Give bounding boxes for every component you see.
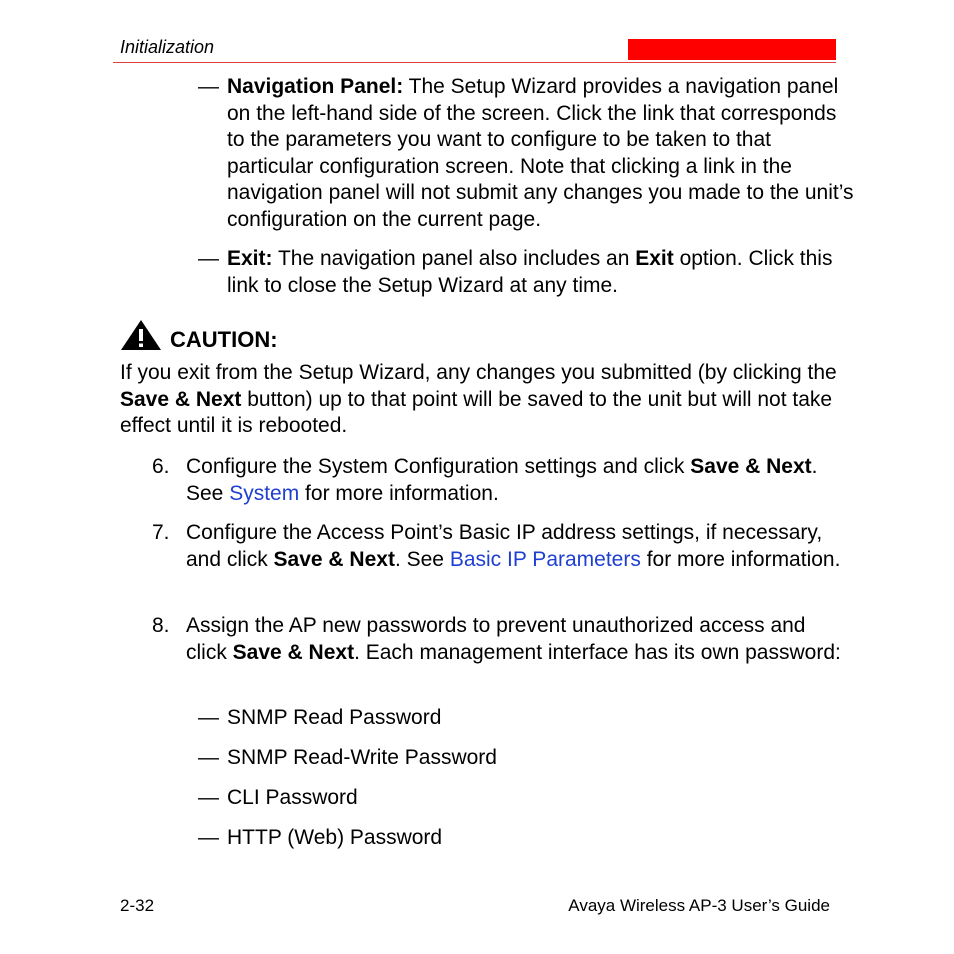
step-number: 6. (152, 455, 170, 478)
header-accent-bar (628, 39, 836, 60)
password-item (198, 705, 858, 732)
caution-heading (120, 319, 420, 353)
em-dash: — (198, 247, 219, 270)
password-item (198, 785, 858, 812)
caution-title: CAUTION: (170, 327, 278, 352)
caution-body: If you exit from the Setup Wizard, any changes you submitted (by clicking the Save & Next button) up to that point will be saved to the unit but will not take effect until it is rebooted. (120, 361, 837, 437)
em-dash: — (198, 786, 219, 809)
bullet-text: Exit: The navigation panel also includes an Exit option. Click this link to close the Setup Wizard at any time. (227, 247, 833, 297)
guide-title: Avaya Wireless AP-3 User’s Guide (568, 896, 830, 915)
bullet-exit (198, 246, 858, 299)
bullet-text: Navigation Panel: The Setup Wizard provides a navigation panel on the left-hand side of the screen. Click the link that corresponds to the parameters you want to configure to be taken to that particular configuration screen. Note that clicking a link in the navigation panel will not submit any changes you made to the unit’s configuration on the current page. (227, 75, 854, 231)
step-number: 7. (152, 521, 170, 544)
bullet-label: Navigation Panel: (227, 75, 404, 98)
step-8 (152, 613, 852, 666)
password-item (198, 745, 858, 772)
header-rule (113, 62, 836, 63)
em-dash: — (198, 706, 219, 729)
system-link[interactable]: System (229, 481, 300, 505)
step-text: Configure the System Configuration settings and click Save & Next. See System for more information. (186, 455, 818, 505)
em-dash: — (198, 826, 219, 849)
bullet-label: Exit: (227, 247, 273, 270)
password-item (198, 825, 858, 852)
step-7 (152, 520, 852, 573)
password-label: SNMP Read Password (227, 706, 442, 729)
password-label: HTTP (Web) Password (227, 826, 443, 849)
step-number: 8. (152, 614, 170, 637)
running-header: Initialization (120, 37, 215, 57)
warning-triangle-icon (120, 319, 162, 351)
em-dash: — (198, 746, 219, 769)
step-text: Assign the AP new passwords to prevent unauthorized access and click Save & Next. Each management interface has its own password: (186, 614, 841, 664)
em-dash: — (198, 75, 219, 98)
password-label: SNMP Read-Write Password (227, 746, 497, 769)
step-text: Configure the Access Point’s Basic IP address settings, if necessary, and click Save & Next. See Basic IP Parameters for more information. (186, 521, 841, 571)
bullet-navigation-panel (198, 74, 858, 233)
step-6 (152, 454, 852, 507)
basic-ip-parameters-link[interactable]: Basic IP Parameters (449, 547, 641, 571)
page-number: 2-32 (120, 896, 155, 915)
password-label: CLI Password (227, 786, 358, 809)
